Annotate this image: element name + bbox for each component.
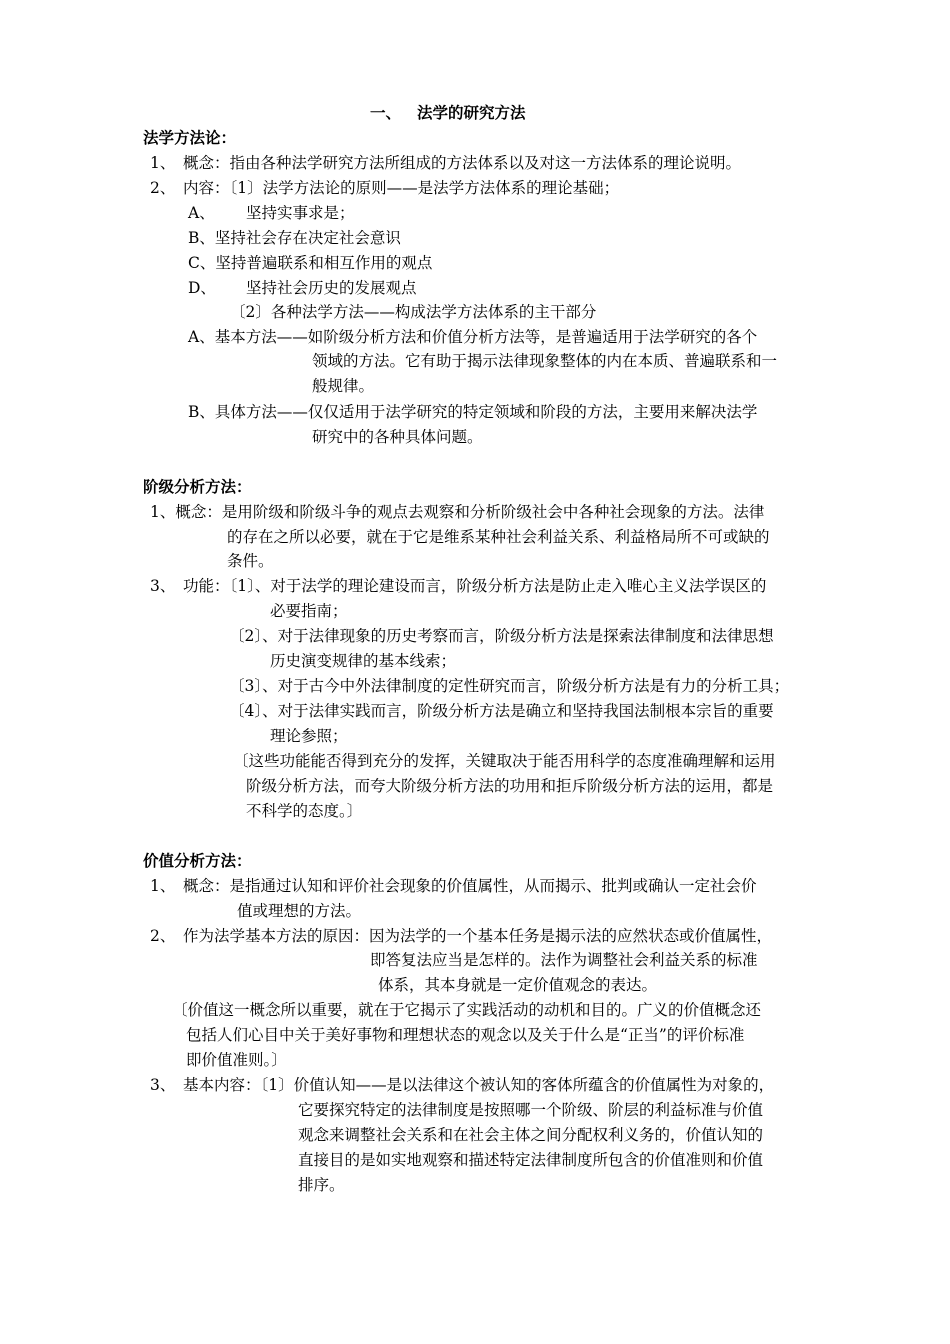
list-item: C、坚持普遍联系和相互作用的观点 [188, 254, 433, 272]
heading-class-analysis: 阶级分析方法： [143, 477, 252, 496]
note-paragraph: 〔这些功能能否得到充分的发挥，关键取决于能否用科学的态度准确理解和运用 [233, 752, 776, 770]
list-number: 2、 [150, 927, 176, 945]
list-number: 3、 [150, 1076, 176, 1094]
list-label: D、 [188, 279, 216, 297]
list-item: 内容：〔1〕法学方法论的原则——是法学方法体系的理论基础； [183, 179, 620, 197]
list-item: 1、概念：是用阶级和阶级斗争的观点去观察和分析阶级社会中各种社会现象的方法。法律 [150, 503, 765, 521]
list-item-continued: 研究中的各种具体问题。 [312, 428, 483, 446]
list-item: 坚持社会历史的发展观点 [246, 279, 417, 297]
list-item: B、坚持社会存在决定社会意识 [188, 229, 401, 247]
heading-value-analysis: 价值分析方法： [143, 851, 252, 870]
list-item-continued: 排序。 [298, 1176, 345, 1194]
list-item-continued: 理论参照； [270, 727, 348, 745]
list-item-continued: 观念来调整社会关系和在社会主体之间分配权利义务的，价值认知的 [298, 1126, 764, 1144]
note-paragraph: 阶级分析方法，而夸大阶级分析方法的功用和拒斥阶级分析方法的运用，都是 [246, 777, 774, 795]
list-number: 3、 [150, 577, 176, 595]
list-item: 基本内容：〔1〕价值认知——是以法律这个被认知的客体所蕴含的价值属性为对象的， [183, 1076, 775, 1094]
list-number: 2、 [150, 179, 176, 197]
list-item: 概念：指由各种法学研究方法所组成的方法体系以及对这一方法体系的理论说明。 [183, 154, 742, 172]
list-item-continued: 的存在之所以必要，就在于它是维系某种社会利益关系、利益格局所不可或缺的 [227, 528, 770, 546]
list-item: 〔4〕、对于法律实践而言，阶级分析方法是确立和坚持我国法制根本宗旨的重要 [229, 702, 774, 720]
list-item-continued: 领域的方法。它有助于揭示法律现象整体的内在本质、普遍联系和一 [312, 352, 778, 370]
note-paragraph: 不科学的态度。〕 [246, 802, 363, 820]
note-paragraph: 即价值准则。〕 [186, 1051, 287, 1069]
list-item: B、具体方法——仅仅适用于法学研究的特定领域和阶段的方法，主要用来解决法学 [188, 403, 758, 421]
note-paragraph: 包括人们心目中关于美好事物和理想状态的观念以及关于什么是“正当”的评价标准 [186, 1026, 745, 1044]
section-number: 一、 [370, 103, 402, 122]
page-title: 法学的研究方法 [417, 103, 526, 122]
list-item: 〔2〕、对于法律现象的历史考察而言，阶级分析方法是探索法律制度和法律思想 [229, 627, 774, 645]
list-item-continued: 般规律。 [312, 377, 375, 395]
list-item: 坚持实事求是； [246, 204, 355, 222]
list-item: 〔3〕、对于古今中外法律制度的定性研究而言，阶级分析方法是有力的分析工具； [229, 677, 790, 695]
list-item: 功能：〔1〕、对于法学的理论建设而言，阶级分析方法是防止走入唯心主义法学误区的 [183, 577, 767, 595]
list-item-continued: 它要探究特定的法律制度是按照哪一个阶级、阶层的利益标准与价值 [298, 1101, 764, 1119]
list-item: 作为法学基本方法的原因：因为法学的一个基本任务是揭示法的应然状态或价值属性， [183, 927, 773, 945]
list-number: 1、 [150, 877, 176, 895]
list-item-continued: 值或理想的方法。 [237, 902, 362, 920]
note-paragraph: 〔价值这一概念所以重要，就在于它揭示了实践活动的动机和目的。广义的价值概念还 [172, 1001, 762, 1019]
list-item-continued: 必要指南； [270, 602, 348, 620]
list-item-continued: 体系，其本身就是一定价值观念的表达。 [378, 976, 658, 994]
heading-methodology: 法学方法论： [143, 128, 237, 147]
list-label: A、 [188, 204, 215, 222]
list-item: 〔2〕各种法学方法——构成法学方法体系的主干部分 [230, 303, 597, 321]
list-item-continued: 条件。 [227, 552, 274, 570]
list-item-continued: 即答复法应当是怎样的。法作为调整社会利益关系的标准 [370, 951, 758, 969]
list-item-continued: 直接目的是如实地观察和描述特定法律制度所包含的价值准则和价值 [298, 1151, 764, 1169]
list-number: 1、 [150, 154, 176, 172]
list-item: 概念：是指通过认知和评价社会现象的价值属性，从而揭示、批判或确认一定社会价 [183, 877, 757, 895]
list-item-continued: 历史演变规律的基本线索； [270, 652, 457, 670]
list-item: A、基本方法——如阶级分析方法和价值分析方法等，是普遍适用于法学研究的各个 [188, 328, 758, 346]
